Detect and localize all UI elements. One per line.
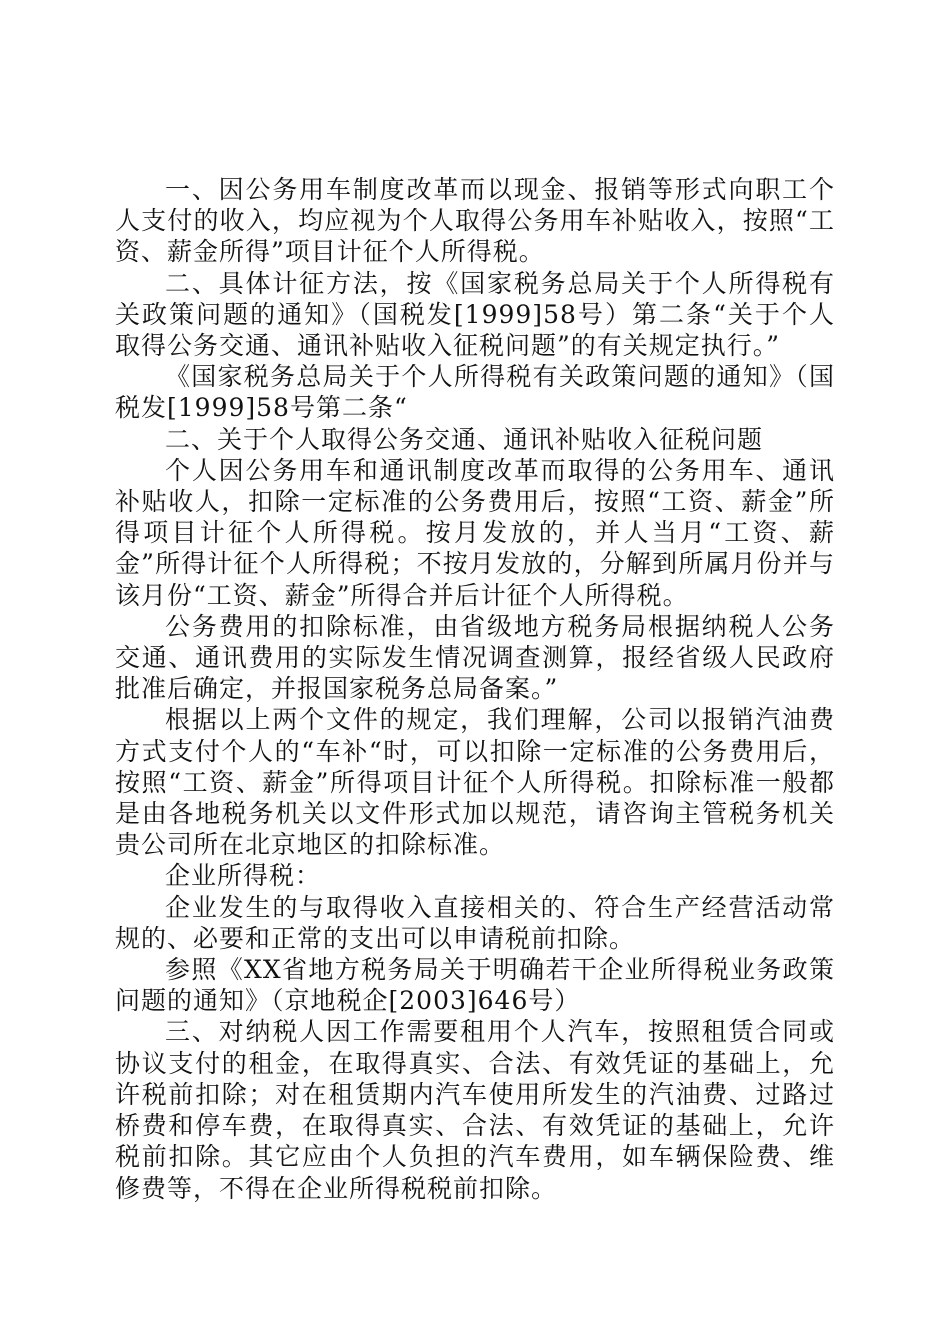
paragraph-rental-car-rules: 三、对纳税人因工作需要租用个人汽车，按照租赁合同或协议支付的租金，在取得真实、合法、有效凭证的基础上，允许税前扣除；对在租赁期内汽车使用所发生的汽油费、过路过桥费和停车费，在取得真实、合法、有效凭证的基础上，允许税前扣除。其它应由个人负担的汽车费用，如车辆保险费、维修费等，不得在企业所得税税前扣除。 [115,1017,835,1203]
paragraph-our-understanding: 根据以上两个文件的规定，我们理解，公司以报销汽油费方式支付个人的“车补“时，可以扣除一定标准的公务费用后，按照“工资、薪金”所得项目计征个人所得税。扣除标准一般都是由各地税务机关以文件形式加以规范，请咨询主管税务机关贵公司所在北京地区的扣除标准。 [115,705,835,860]
paragraph-corporate-income-tax-heading: 企业所得税： [165,861,322,891]
document-body [115,174,835,1204]
paragraph-reference-notice: 参照《XX省地方税务局关于明确若干企业所得税业务政策问题的通知》（京地税企[2003]646号） [115,955,835,1016]
paragraph-deduction-standard: 公务费用的扣除标准，由省级地方税务局根据纳税人公务交通、通讯费用的实际发生情况调查测算，报经省级人民政府批准后确定，并报国家税务总局备案。” [115,611,835,704]
paragraph-allowance-taxation: 个人因公务用车和通讯制度改革而取得的公务用车、通讯补贴收人，扣除一定标准的公务费用后，按照“工资、薪金”所得项目计征个人所得税。按月发放的，并人当月“工资、薪金”所得计征个人所得税；不按月发放的，分解到所属月份并与该月份“工资、薪金”所得合并后计征个人所得税。 [115,455,835,610]
paragraph-deductible-expenses: 企业发生的与取得收入直接相关的、符合生产经营活动常规的、必要和正常的支出可以申请税前扣除。 [115,892,835,953]
paragraph-calculation-method: 二、具体计征方法，按《国家税务总局关于个人所得税有关政策问题的通知》（国税发[1999]58号）第二条“关于个人取得公务交通、通讯补贴收入征税问题”的有关规定执行。” [115,268,835,361]
paragraph-section-two-heading: 二、关于个人取得公务交通、通讯补贴收入征税问题 [165,424,764,454]
paragraph-notice-title: 《国家税务总局关于个人所得税有关政策问题的通知》（国税发[1999]58号第二条“ [115,362,835,423]
paragraph-public-car-reform: 一、因公务用车制度改革而以现金、报销等形式向职工个人支付的收入，均应视为个人取得公务用车补贴收入，按照“工资、薪金所得”项目计征个人所得税。 [115,175,835,267]
